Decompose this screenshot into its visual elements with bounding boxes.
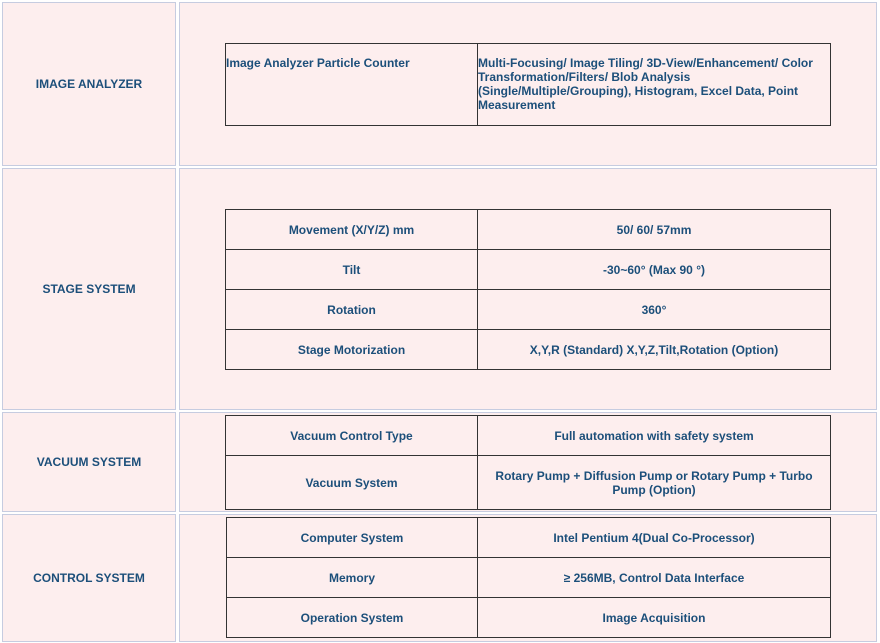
section-label-control-system [2, 514, 176, 642]
section-body-stage-system [179, 168, 877, 410]
section-body-image-analyzer [179, 2, 877, 166]
spec-table-vacuum-system [225, 415, 831, 510]
section-label-text: IMAGE ANALYZER [35, 77, 143, 91]
spec-value: ≥ 256MB, Control Data Interface [478, 558, 831, 598]
spec-key: Vacuum Control Type [226, 416, 478, 456]
table-row [226, 44, 831, 126]
section-label-text: CONTROL SYSTEM [33, 571, 145, 585]
table-row [226, 456, 831, 510]
spec-table-image-analyzer [225, 43, 831, 126]
section-label-vacuum-system [2, 412, 176, 512]
spec-value: X,Y,R (Standard) X,Y,Z,Tilt,Rotation (Option) [478, 330, 831, 370]
spec-key: Memory [227, 558, 478, 598]
spec-key: Operation System [227, 598, 478, 638]
table-row [227, 558, 831, 598]
spec-value: Intel Pentium 4(Dual Co-Processor) [478, 518, 831, 558]
table-row [227, 598, 831, 638]
section-body-control-system [179, 514, 877, 642]
spec-key: Movement (X/Y/Z) mm [226, 210, 478, 250]
spec-key: Computer System [227, 518, 478, 558]
section-label-image-analyzer [2, 2, 176, 166]
spec-value: Rotary Pump + Diffusion Pump or Rotary Pump + Turbo Pump (Option) [478, 456, 831, 510]
table-row [226, 290, 831, 330]
table-row [226, 330, 831, 370]
section-label-text: VACUUM SYSTEM [36, 455, 142, 469]
table-row [226, 250, 831, 290]
spec-key: Rotation [226, 290, 478, 330]
table-row [226, 416, 831, 456]
spec-value: 360° [478, 290, 831, 330]
spec-key: Vacuum System [226, 456, 478, 510]
spec-value: Full automation with safety system [478, 416, 831, 456]
section-label-text: STAGE SYSTEM [42, 282, 136, 296]
spec-key: Tilt [226, 250, 478, 290]
section-label-stage-system [2, 168, 176, 410]
section-body-vacuum-system [179, 412, 877, 512]
spec-value: 50/ 60/ 57mm [478, 210, 831, 250]
spec-value: -30~60° (Max 90 °) [478, 250, 831, 290]
spec-value: Multi-Focusing/ Image Tiling/ 3D-View/Enhancement/ Color Transformation/Filters/ Blob Analysis (Single/Multiple/Grouping), Histogram, Excel Data, Point Measurement [478, 44, 831, 126]
spec-key: Image Analyzer Particle Counter [226, 44, 478, 126]
table-row [226, 210, 831, 250]
spec-table-stage-system [225, 209, 831, 370]
spec-table-control-system [226, 517, 831, 638]
spec-key: Stage Motorization [226, 330, 478, 370]
table-row [227, 518, 831, 558]
spec-value: Image Acquisition [478, 598, 831, 638]
